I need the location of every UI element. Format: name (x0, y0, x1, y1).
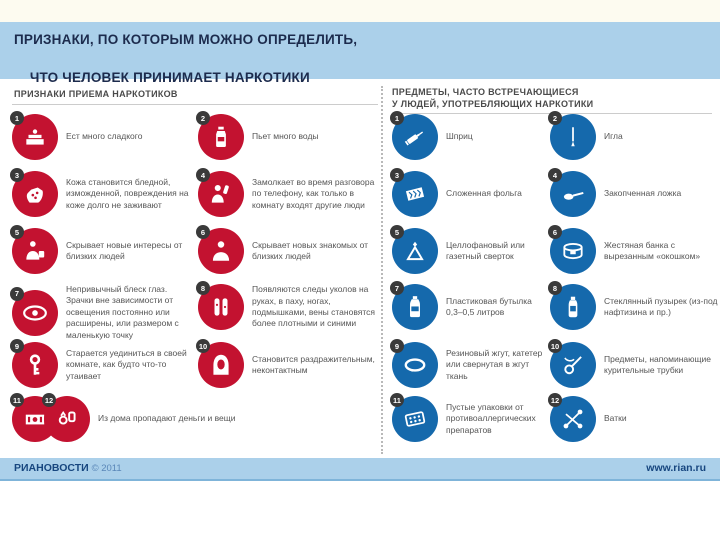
item-number-badge: 1 (390, 111, 404, 125)
item-text: Скрывает новых знакомых от близких людей (252, 239, 369, 261)
folded-foil-icon (392, 171, 438, 217)
tin-can-icon (550, 228, 596, 274)
key-icon (12, 342, 58, 388)
blister-pack-icon (392, 396, 438, 442)
page-title-line2: ЧТО ЧЕЛОВЕК ПРИНИМАЕТ НАРКОТИКИ (29, 69, 310, 85)
item-number-badge: 12 (548, 393, 562, 407)
item-number-badge: 9 (390, 339, 404, 353)
footer-band (0, 458, 720, 481)
item-text: Появляются следы уколов на руках, в паху, ногах, подмышками, вены становятся более плотными и синими (252, 284, 376, 329)
smoking-pipe-icon (550, 342, 596, 388)
item-text: Резиновый жгут, катетер или свернутая в жгут ткань (446, 347, 543, 381)
item-number-badge: 8 (196, 281, 210, 295)
objects-header-line2: У ЛЮДЕЙ, УПОТРЕБЛЯЮЩИХ НАРКОТИКИ (392, 99, 594, 110)
brand-text: РИАНОВОСТИ (14, 462, 89, 474)
item-number-badge: 3 (10, 168, 24, 182)
item-text: Пластиковая бутылка 0,3–0,5 литров (446, 295, 532, 317)
list-item (550, 114, 718, 160)
signs-section-header: ПРИЗНАКИ ПРИЕМА НАРКОТИКОВ (14, 89, 178, 99)
syringe-icon (392, 114, 438, 160)
needle-icon (550, 114, 596, 160)
hidden-interests-icon (12, 228, 58, 274)
list-item (550, 171, 718, 217)
item-text: Кожа становится бледной, изможденной, повреждения на коже долго не заживают (66, 176, 189, 210)
item-text: Ест много сладкого (66, 131, 143, 142)
item-number-badge: 1 (10, 111, 24, 125)
item-text: Игла (604, 131, 623, 142)
item-number-badge: 3 (390, 168, 404, 182)
item-text: Сложенная фольга (446, 188, 522, 199)
item-text: Становится раздражительным, неконтактным (252, 353, 375, 375)
list-item (392, 171, 550, 217)
phone-talk-icon (198, 171, 244, 217)
title-band (0, 22, 720, 85)
eye-icon (12, 290, 58, 336)
cotton-swabs-icon (550, 396, 596, 442)
list-item (550, 284, 718, 330)
arms-veins-icon (198, 284, 244, 330)
damaged-skin-icon (12, 171, 58, 217)
item-number-badge: 5 (10, 225, 24, 239)
tourniquet-icon (392, 342, 438, 388)
list-item (550, 396, 718, 442)
item-text: Ватки (604, 413, 627, 424)
item-number-badge: 6 (548, 225, 562, 239)
list-item (12, 396, 312, 442)
item-text: Скрывает новые интересы от близких людей (66, 239, 183, 261)
person-icon (198, 228, 244, 274)
list-item (550, 342, 718, 388)
item-text: Из дома пропадают деньги и вещи (98, 413, 236, 424)
item-text: Замолкает во время разговора по телефону, как только в комнату входят другие люди (252, 176, 375, 210)
glass-vial-icon (550, 284, 596, 330)
objects-section-header (392, 86, 712, 110)
item-number-badge: 2 (548, 111, 562, 125)
item-text: Старается уединиться в своей комнате, как будто что-то утаивает (66, 347, 187, 381)
copyright-text: © 2011 (91, 463, 122, 474)
list-item (198, 284, 384, 330)
item-number-badge: 10 (548, 339, 562, 353)
hooded-person-icon (198, 342, 244, 388)
list-item (12, 228, 196, 274)
item-number-badge: 8 (548, 281, 562, 295)
page-title-line1: ПРИЗНАКИ, ПО КОТОРЫМ МОЖНО ОПРЕДЕЛИТЬ, (14, 32, 358, 47)
list-item (198, 114, 384, 160)
list-item (198, 342, 384, 388)
list-item (12, 114, 196, 160)
list-item (550, 228, 718, 274)
sweets-icon (12, 114, 58, 160)
item-text: Шприц (446, 131, 473, 142)
page-title (14, 31, 357, 88)
water-bottle-icon (198, 114, 244, 160)
item-text: Жестяная банка с вырезанным «окошком» (604, 239, 701, 261)
item-number-badge: 12 (42, 393, 56, 407)
plastic-bottle-icon (392, 284, 438, 330)
sooty-spoon-icon (550, 171, 596, 217)
item-text: Пустые упаковки от противоаллергических препаратов (446, 401, 536, 435)
item-number-badge: 4 (196, 168, 210, 182)
item-number-badge: 11 (390, 393, 404, 407)
top-strip (0, 0, 720, 22)
valuables-icon (44, 396, 90, 442)
list-item (392, 114, 550, 160)
list-item (198, 228, 384, 274)
item-text: Предметы, напоминающие курительные трубки (604, 353, 711, 375)
item-text: Закопченная ложка (604, 188, 682, 199)
item-text: Стеклянный пузырек (из-под нафтизина и пр.) (604, 295, 718, 317)
list-item (198, 171, 384, 217)
website-link: www.rian.ru (646, 462, 706, 474)
list-item (12, 342, 196, 388)
list-item (12, 171, 196, 217)
list-item (392, 396, 550, 442)
item-number-badge: 9 (10, 339, 24, 353)
ria-novosti-logo (14, 462, 122, 474)
objects-header-line1: ПРЕДМЕТЫ, ЧАСТО ВСТРЕЧАЮЩИЕСЯ (392, 87, 579, 97)
item-number-badge: 11 (10, 393, 24, 407)
item-number-badge: 7 (390, 281, 404, 295)
list-item (12, 284, 196, 341)
wrapped-bundle-icon (392, 228, 438, 274)
item-text: Целлофановый или газетный сверток (446, 239, 525, 261)
signs-header-rule (12, 104, 378, 105)
item-number-badge: 5 (390, 225, 404, 239)
list-item (392, 228, 550, 274)
item-number-badge: 2 (196, 111, 210, 125)
item-number-badge: 4 (548, 168, 562, 182)
item-text: Пьет много воды (252, 131, 319, 142)
item-number-badge: 6 (196, 225, 210, 239)
item-number-badge: 10 (196, 339, 210, 353)
list-item (392, 284, 550, 330)
item-number-badge: 7 (10, 287, 24, 301)
list-item (392, 342, 550, 388)
item-text: Непривычный блеск глаз. Зрачки вне зависимости от освещения постоянно или расширены, или размером с маленькую точку (66, 284, 179, 340)
